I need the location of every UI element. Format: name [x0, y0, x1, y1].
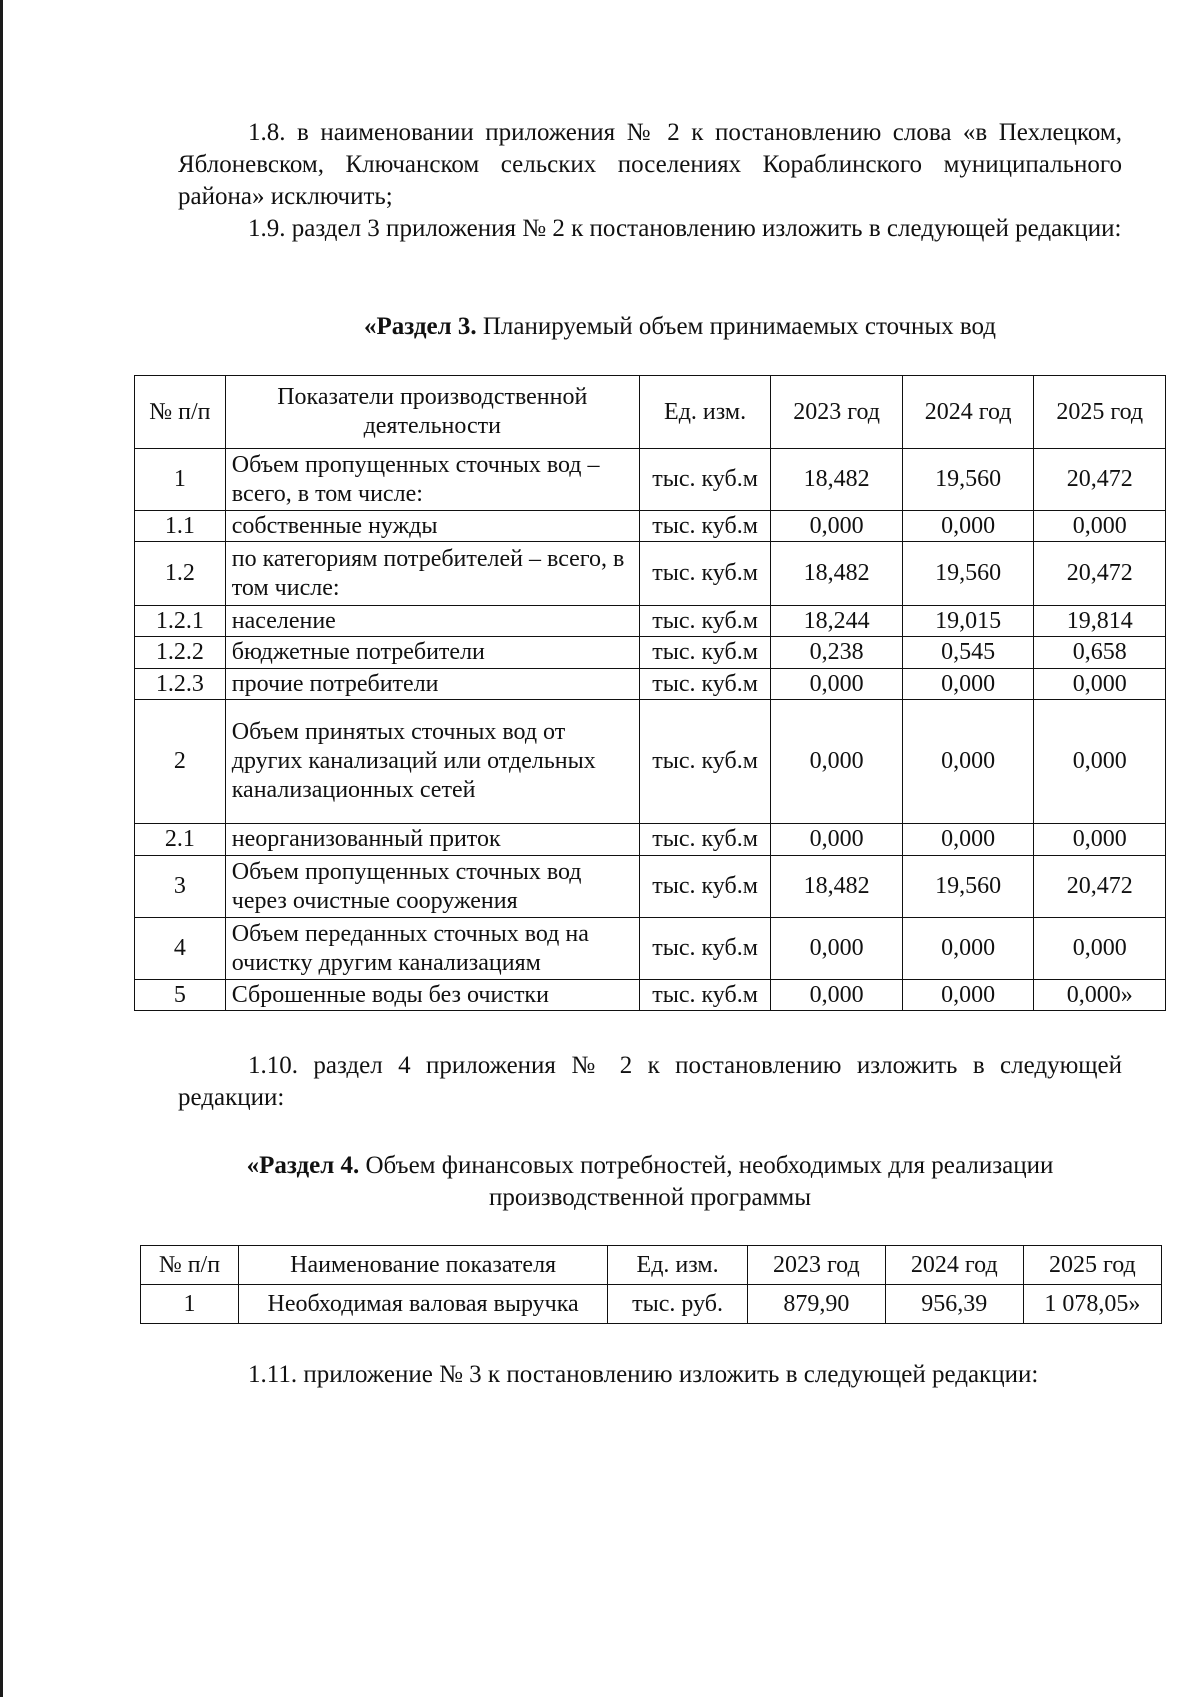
cell-name: неорганизованный приток: [225, 824, 639, 856]
cell-num: 1.2: [135, 542, 226, 606]
cell-name: прочие потребители: [225, 669, 639, 700]
cell-unit: тыс. куб.м: [639, 824, 771, 856]
cell-name: Необходимая валовая выручка: [238, 1285, 607, 1324]
cell-unit: тыс. куб.м: [639, 700, 771, 824]
cell-2024: 0,000: [902, 980, 1034, 1011]
cell-name: Объем пропущенных сточных вод – всего, в том числе:: [225, 449, 639, 511]
header-2025: 2025 год: [1034, 376, 1166, 449]
cell-name: население: [225, 606, 639, 637]
section-3-title: [230, 311, 1130, 343]
cell-2024: 19,560: [902, 856, 1034, 918]
cell-2023: 0,000: [771, 824, 903, 856]
cell-2023: 0,000: [771, 918, 903, 980]
cell-num: 4: [135, 918, 226, 980]
cell-2023: 0,238: [771, 637, 903, 669]
cell-unit: тыс. куб.м: [639, 637, 771, 669]
cell-2023: 18,244: [771, 606, 903, 637]
cell-2023: 18,482: [771, 449, 903, 511]
header-num: № п/п: [141, 1246, 239, 1285]
cell-name: Сброшенные воды без очистки: [225, 980, 639, 1011]
cell-name: Объем принятых сточных вод от других канализаций или отдельных канализационных сетей: [225, 700, 639, 824]
cell-2024: 19,560: [902, 449, 1034, 511]
table-header-row: [135, 376, 1166, 449]
table-header-row: [141, 1246, 1162, 1285]
cell-2023: 0,000: [771, 980, 903, 1011]
cell-unit: тыс. куб.м: [639, 511, 771, 542]
section-4-title: [178, 1150, 1122, 1214]
table-row: [135, 669, 1166, 700]
cell-num: 3: [135, 856, 226, 918]
section-4-title-bold: «Раздел 4.: [246, 1152, 360, 1179]
cell-num: 1.2.3: [135, 669, 226, 700]
paragraph-1-9-text: 1.9. раздел 3 приложения № 2 к постановлению изложить в следующей редакции:: [248, 215, 1122, 242]
header-2023: 2023 год: [771, 376, 903, 449]
cell-num: 2: [135, 700, 226, 824]
paragraph-1-10-text: 1.10. раздел 4 приложения № 2 к постановлению изложить в следующей редакции:: [178, 1052, 1122, 1111]
cell-unit: тыс. куб.м: [639, 669, 771, 700]
header-2025: 2025 год: [1023, 1246, 1161, 1285]
cell-2024: 0,000: [902, 669, 1034, 700]
table-row: [135, 824, 1166, 856]
cell-unit: тыс. куб.м: [639, 856, 771, 918]
table-row: [135, 980, 1166, 1011]
table-row: [141, 1285, 1162, 1324]
cell-2025: 20,472: [1034, 542, 1166, 606]
cell-2025: 20,472: [1034, 449, 1166, 511]
header-unit: Ед. изм.: [639, 376, 771, 449]
cell-2025: 0,658: [1034, 637, 1166, 669]
cell-2025: 0,000: [1034, 700, 1166, 824]
cell-2024: 0,000: [902, 918, 1034, 980]
section-4-table: [140, 1245, 1162, 1324]
section-3-table: [134, 375, 1166, 1011]
cell-2025: 20,472: [1034, 856, 1166, 918]
cell-num: 1.2.1: [135, 606, 226, 637]
cell-unit: тыс. руб.: [608, 1285, 748, 1324]
cell-2024: 0,000: [902, 511, 1034, 542]
cell-num: 1: [135, 449, 226, 511]
cell-2024: 0,000: [902, 700, 1034, 824]
cell-2023: 0,000: [771, 511, 903, 542]
table-row: [135, 856, 1166, 918]
cell-2025: 0,000: [1034, 918, 1166, 980]
cell-num: 1: [141, 1285, 239, 1324]
cell-num: 5: [135, 980, 226, 1011]
cell-2024: 0,000: [902, 824, 1034, 856]
paragraph-1-9: [178, 213, 1122, 245]
cell-unit: тыс. куб.м: [639, 918, 771, 980]
cell-unit: тыс. куб.м: [639, 606, 771, 637]
paragraph-1-10: [178, 1050, 1122, 1114]
cell-2025: 0,000: [1034, 824, 1166, 856]
cell-name: Объем переданных сточных вод на очистку другим канализациям: [225, 918, 639, 980]
section-3-title-rest: Планируемый объем принимаемых сточных вод: [476, 313, 997, 340]
section-3-title-bold: «Раздел 3.: [363, 313, 477, 340]
header-2024: 2024 год: [885, 1246, 1023, 1285]
paragraph-1-8: [178, 117, 1122, 213]
cell-num: 1.2.2: [135, 637, 226, 669]
cell-2023: 18,482: [771, 856, 903, 918]
header-num: № п/п: [135, 376, 226, 449]
cell-name: по категориям потребителей – всего, в том числе:: [225, 542, 639, 606]
cell-2025: 0,000»: [1034, 980, 1166, 1011]
cell-2024: 956,39: [885, 1285, 1023, 1324]
cell-2025: 0,000: [1034, 511, 1166, 542]
header-unit: Ед. изм.: [608, 1246, 748, 1285]
header-2024: 2024 год: [902, 376, 1034, 449]
cell-name: собственные нужды: [225, 511, 639, 542]
paragraph-1-11: [178, 1359, 1122, 1391]
table-row: [135, 918, 1166, 980]
table-row: [135, 449, 1166, 511]
cell-2025: 19,814: [1034, 606, 1166, 637]
section-4-title-line-2: производственной программы: [488, 1184, 812, 1211]
cell-2023: 0,000: [771, 700, 903, 824]
paragraph-1-8-text: 1.8. в наименовании приложения № 2 к постановлению слова «в Пехлецком, Яблоневском, Ключанском сельских поселениях Кораблинского муниципального района» исключить;: [178, 119, 1122, 210]
cell-2023: 18,482: [771, 542, 903, 606]
scan-edge-border: [0, 0, 3, 1697]
header-indicator-name: Наименование показателя: [238, 1246, 607, 1285]
header-2023: 2023 год: [747, 1246, 885, 1285]
cell-2025: 0,000: [1034, 669, 1166, 700]
cell-num: 1.1: [135, 511, 226, 542]
cell-2024: 19,015: [902, 606, 1034, 637]
table-row: [135, 511, 1166, 542]
paragraph-1-11-text: 1.11. приложение № 3 к постановлению изложить в следующей редакции:: [248, 1361, 1039, 1388]
section-4-title-rest: Объем финансовых потребностей, необходимых для реализации: [359, 1152, 1054, 1179]
cell-num: 2.1: [135, 824, 226, 856]
cell-name: бюджетные потребители: [225, 637, 639, 669]
section-4-title-line-1: [178, 1150, 1122, 1182]
cell-2024: 19,560: [902, 542, 1034, 606]
table-row: [135, 606, 1166, 637]
header-indicator: Показатели производственной деятельности: [225, 376, 639, 449]
cell-2023: 0,000: [771, 669, 903, 700]
cell-unit: тыс. куб.м: [639, 980, 771, 1011]
table-row: [135, 542, 1166, 606]
cell-2023: 879,90: [747, 1285, 885, 1324]
table-row: [135, 700, 1166, 824]
cell-name: Объем пропущенных сточных вод через очистные сооружения: [225, 856, 639, 918]
cell-2025: 1 078,05»: [1023, 1285, 1161, 1324]
table-row: [135, 637, 1166, 669]
cell-unit: тыс. куб.м: [639, 449, 771, 511]
cell-unit: тыс. куб.м: [639, 542, 771, 606]
cell-2024: 0,545: [902, 637, 1034, 669]
